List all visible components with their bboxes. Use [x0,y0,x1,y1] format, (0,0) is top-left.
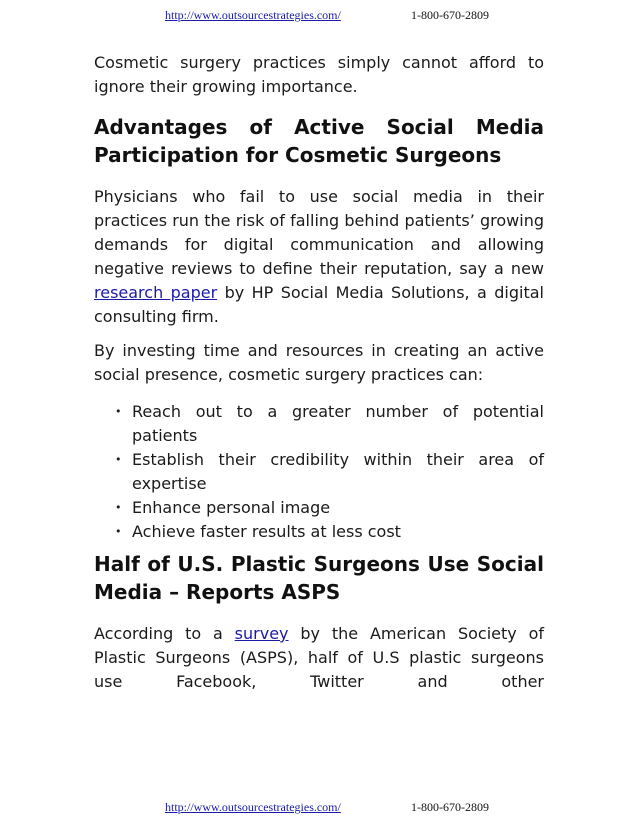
paragraph-text: According to a [94,624,235,643]
footer-url-link[interactable]: http://www.outsourcestrategies.com/ [165,800,341,814]
header-phone: 1-800-670-2809 [411,8,489,22]
benefits-list [94,400,544,544]
footer-phone: 1-800-670-2809 [411,800,489,814]
bullet-icon: • [115,405,122,418]
paragraph-investing: By investing time and resources in creating an active social presence, cosmetic surgery practices can: [94,341,544,384]
intro-paragraph: Cosmetic surgery practices simply cannot afford to ignore their growing importance. [94,53,544,96]
document-body [94,51,544,694]
list-item-text: Establish their credibility within their area of expertise [132,450,544,493]
page-footer [0,800,638,820]
paragraph-survey [94,622,544,694]
page-header [0,8,638,28]
bullet-icon: • [115,453,122,466]
bullet-icon: • [115,501,122,514]
list-item [94,520,544,544]
research-paper-link[interactable]: research paper [94,283,218,302]
paragraph-physicians [94,185,544,329]
list-item-text: Enhance personal image [132,498,331,517]
header-url-link[interactable]: http://www.outsourcestrategies.com/ [165,8,341,22]
section-heading-advantages: Advantages of Active Social Media Participation for Cosmetic Surgeons [94,115,544,167]
paragraph-text: by HP Social Media Solutions, a digital consulting firm. [94,283,544,326]
list-item [94,400,544,448]
bullet-icon: • [115,525,122,538]
list-item [94,448,544,496]
survey-link[interactable]: survey [234,624,289,643]
paragraph-text: Physicians who fail to use social media in their practices run the risk of falling behind patients’ growing demands for digital communication and allowing negative reviews to define their reputation, say a new [94,187,544,278]
section-heading-asps: Half of U.S. Plastic Surgeons Use Social Media – Reports ASPS [94,552,544,604]
list-item [94,496,544,520]
list-item-text: Reach out to a greater number of potential patients [132,402,544,445]
list-item-text: Achieve faster results at less cost [132,522,401,541]
paragraph-text: by the American Society of Plastic Surgeons (ASPS), half of U.S plastic surgeons use Facebook, Twitter and other [94,624,544,691]
